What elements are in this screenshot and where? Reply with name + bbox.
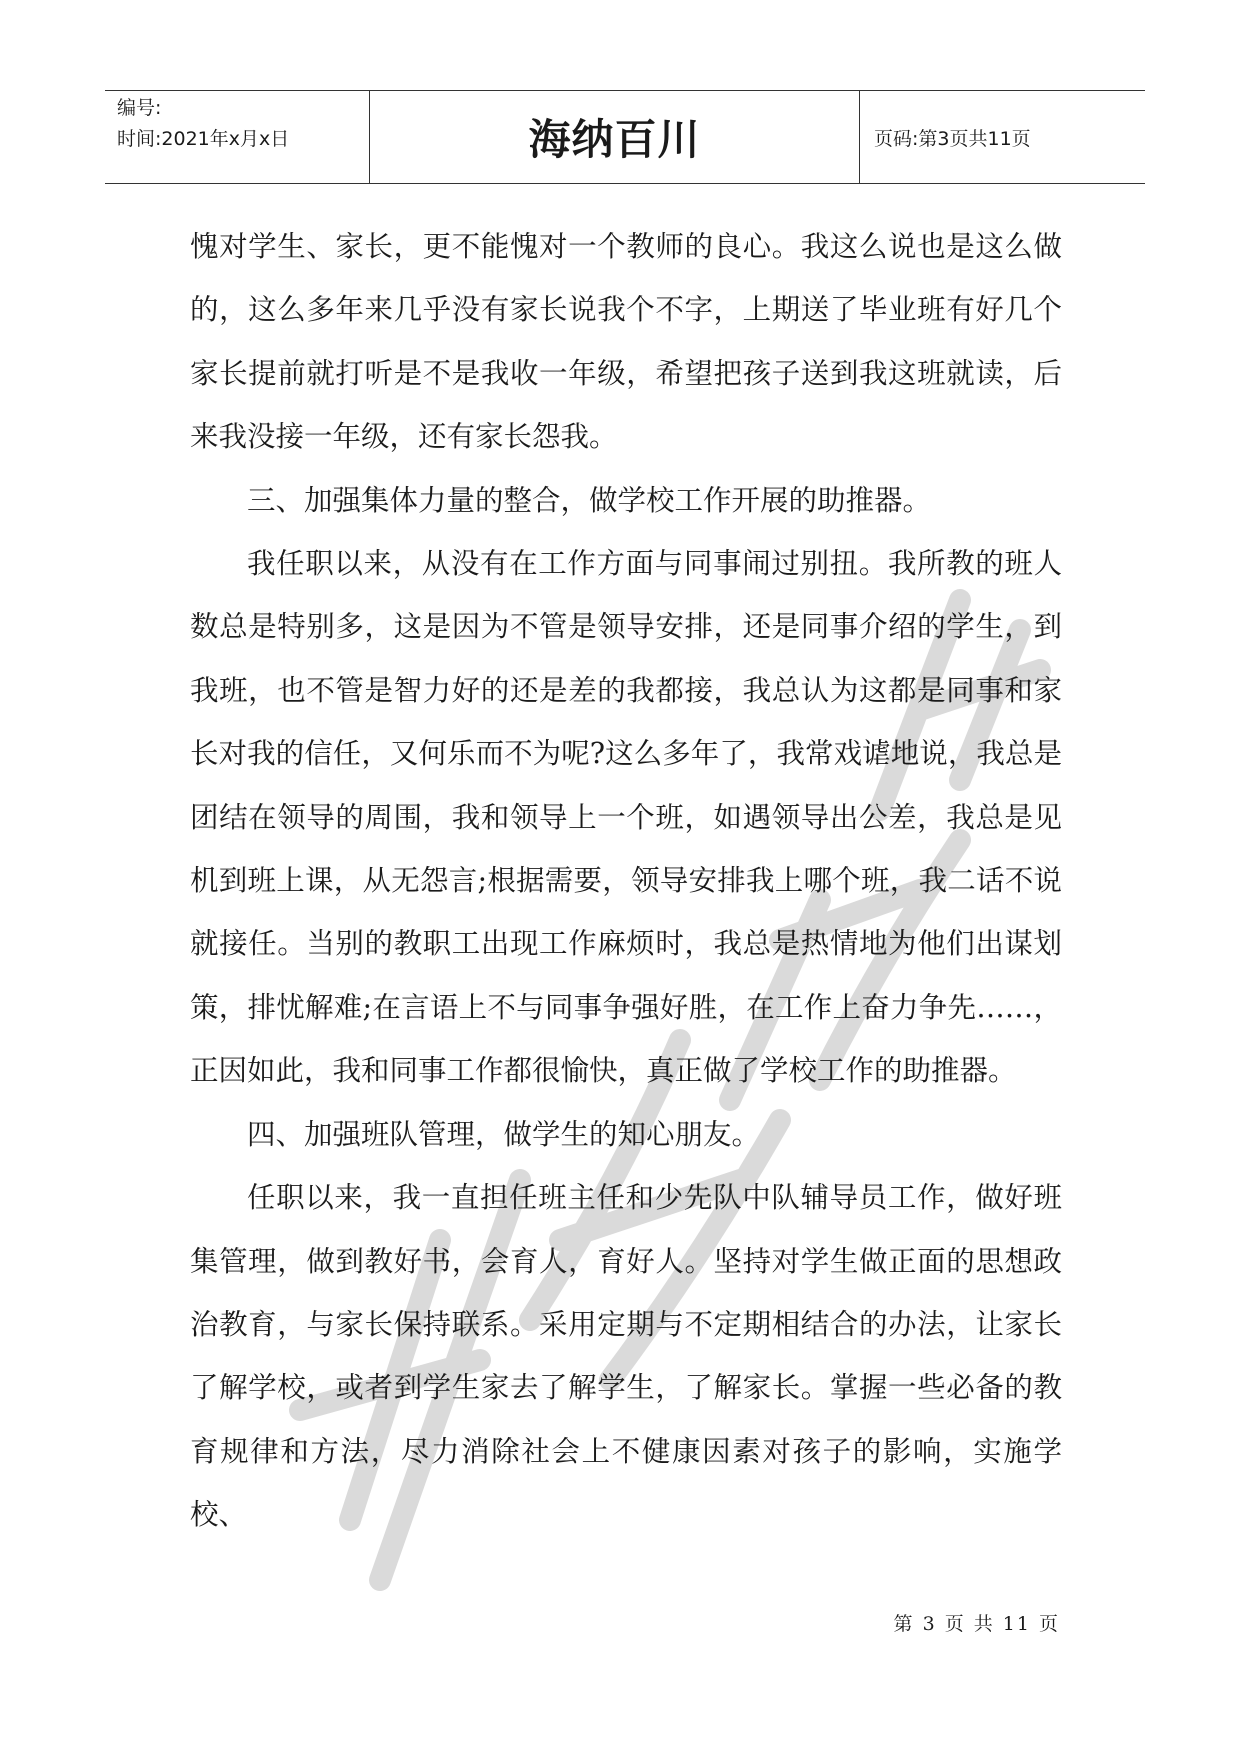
document-body	[190, 215, 1062, 1547]
section-heading: 三、加强集体力量的整合，做学校工作开展的助推器。	[247, 483, 932, 517]
body-paragraph: 任职以来，我一直担任班主任和少先队中队辅导员工作，做好班集管理，做到教好书，会育人，育好人。坚持对学生做正面的思想政治教育，与家长保持联系。采用定期与不定期相结合的办法，让家长了解学校，或者到学生家去了解学生，了解家长。掌握一些必备的教育规律和方法，尽力消除社会上不健康因素对孩子的影响，实施学校、	[190, 1181, 1062, 1532]
body-paragraph: 我任职以来，从没有在工作方面与同事闹过别扭。我所教的班人数总是特别多，这是因为不管是领导安排，还是同事介绍的学生，到我班，也不管是智力好的还是差的我都接，我总认为这都是同事和家长对我的信任，又何乐而不为呢?这么多年了，我常戏谑地说，我总是团结在领导的周围，我和领导上一个班，如遇领导出公差，我总是见机到班上课，从无怨言;根据需要，领导安排我上哪个班，我二话不说就接任。当别的教职工出现工作麻烦时，我总是热情地为他们出谋划策，排忧解难;在言语上不与同事争强好胜，在工作上奋力争先……，正因如此，我和同事工作都很愉快，真正做了学校工作的助推器。	[190, 547, 1062, 1088]
page-header	[105, 90, 1145, 184]
document-number-label: 编号:	[117, 97, 162, 119]
page-footer: 第 3 页 共 11 页	[893, 1613, 1060, 1635]
document-date: 时间:2021年x月x日	[117, 128, 290, 150]
header-page-number: 页码:第3页共11页	[874, 127, 1031, 150]
body-paragraph: 愧对学生、家长，更不能愧对一个教师的良心。我这么说也是这么做的，这么多年来几乎没有家长说我个不字，上期送了毕业班有好几个家长提前就打听是不是我收一年级，希望把孩子送到我这班就读，后来我没接一年级，还有家长怨我。	[190, 230, 1062, 454]
company-name: 海纳百川	[370, 91, 860, 183]
section-heading: 四、加强班队管理，做学生的知心朋友。	[247, 1117, 761, 1151]
header-meta	[105, 91, 370, 183]
